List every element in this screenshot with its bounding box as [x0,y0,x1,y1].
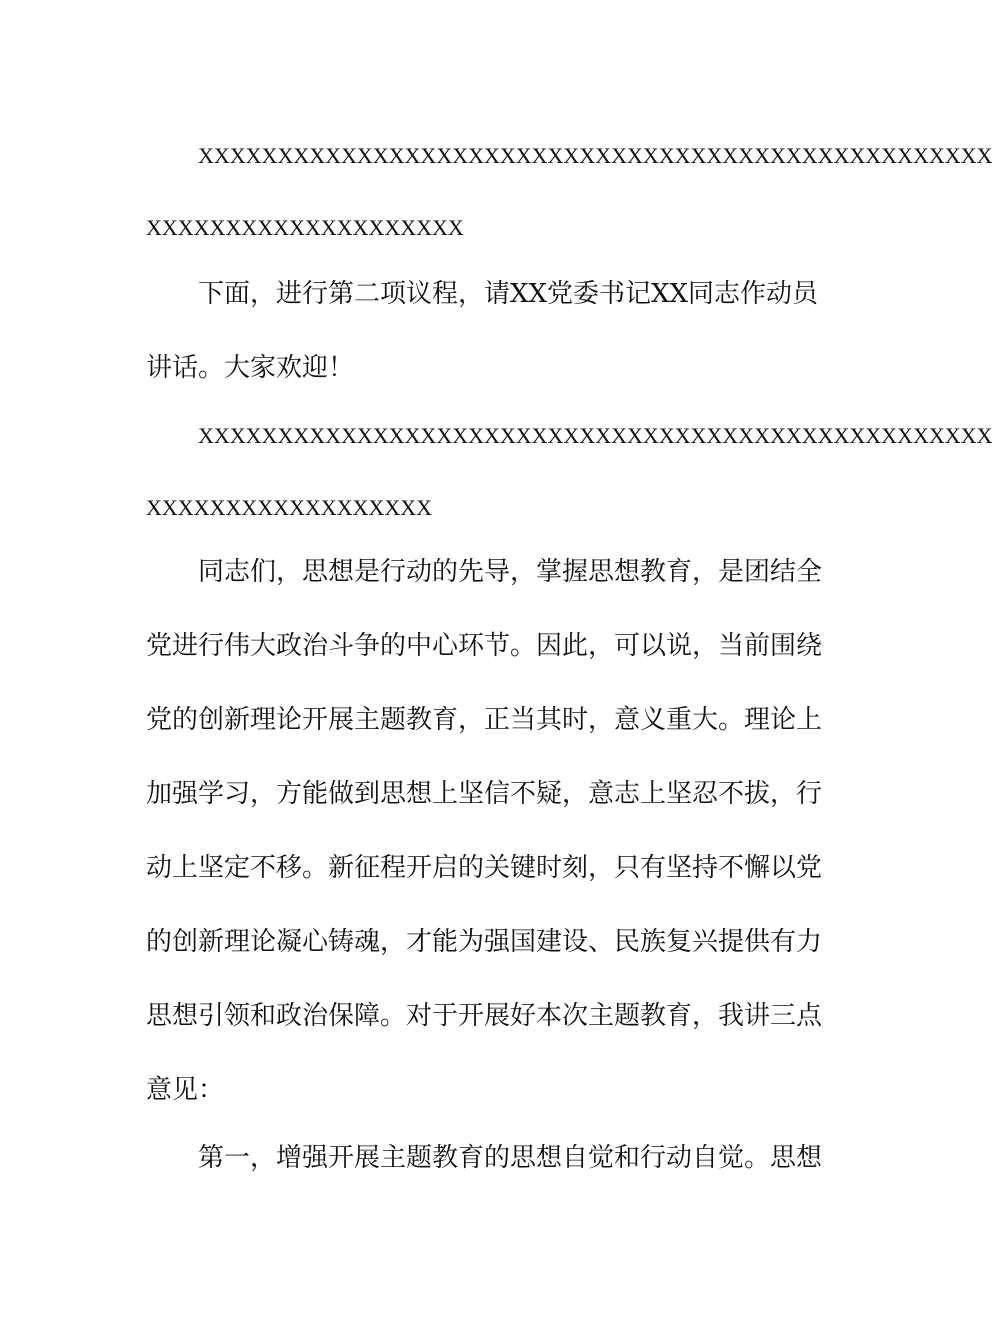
placeholder-line: XXXXXXXXXXXXXXXXXXXX [146,215,464,240]
paragraph-line: 党进行伟大政治斗争的中心环节。因此，可以说，当前围绕 [146,631,823,661]
paragraph-line: 思想引领和政治保障。对于开展好本次主题教育，我讲三点 [146,1001,823,1031]
paragraph-line: 党的创新理论开展主题教育，正当其时，意义重大。理论上 [146,705,823,735]
paragraph-line: 的创新理论凝心铸魂，才能为强国建设、民族复兴提供有力 [146,927,823,957]
placeholder-line: XXXXXXXXXXXXXXXXXXXXXXXXXXXXXXXXXXXXXXXXXXXXXXXXXX [198,143,992,168]
paragraph-line: 第一，增强开展主题教育的思想自觉和行动自觉。思想 [198,1143,823,1173]
paragraph-line: 意见： [146,1075,225,1105]
placeholder-line: XXXXXXXXXXXXXXXXXXXXXXXXXXXXXXXXXXXXXXXXXXXXXXXXXX [198,423,992,448]
paragraph-line: 动上坚定不移。新征程开启的关键时刻，只有坚持不懈以党 [146,853,823,883]
paragraph-line: 加强学习，方能做到思想上坚信不疑，意志上坚忍不拔，行 [146,779,823,809]
paragraph-line: 下面，进行第二项议程，请XX党委书记XX同志作动员 [198,279,819,309]
paragraph-line: 同志们，思想是行动的先导，掌握思想教育，是团结全 [198,557,823,587]
placeholder-line: XXXXXXXXXXXXXXXXXX [146,495,432,520]
paragraph-line: 讲话。大家欢迎！ [146,353,355,383]
